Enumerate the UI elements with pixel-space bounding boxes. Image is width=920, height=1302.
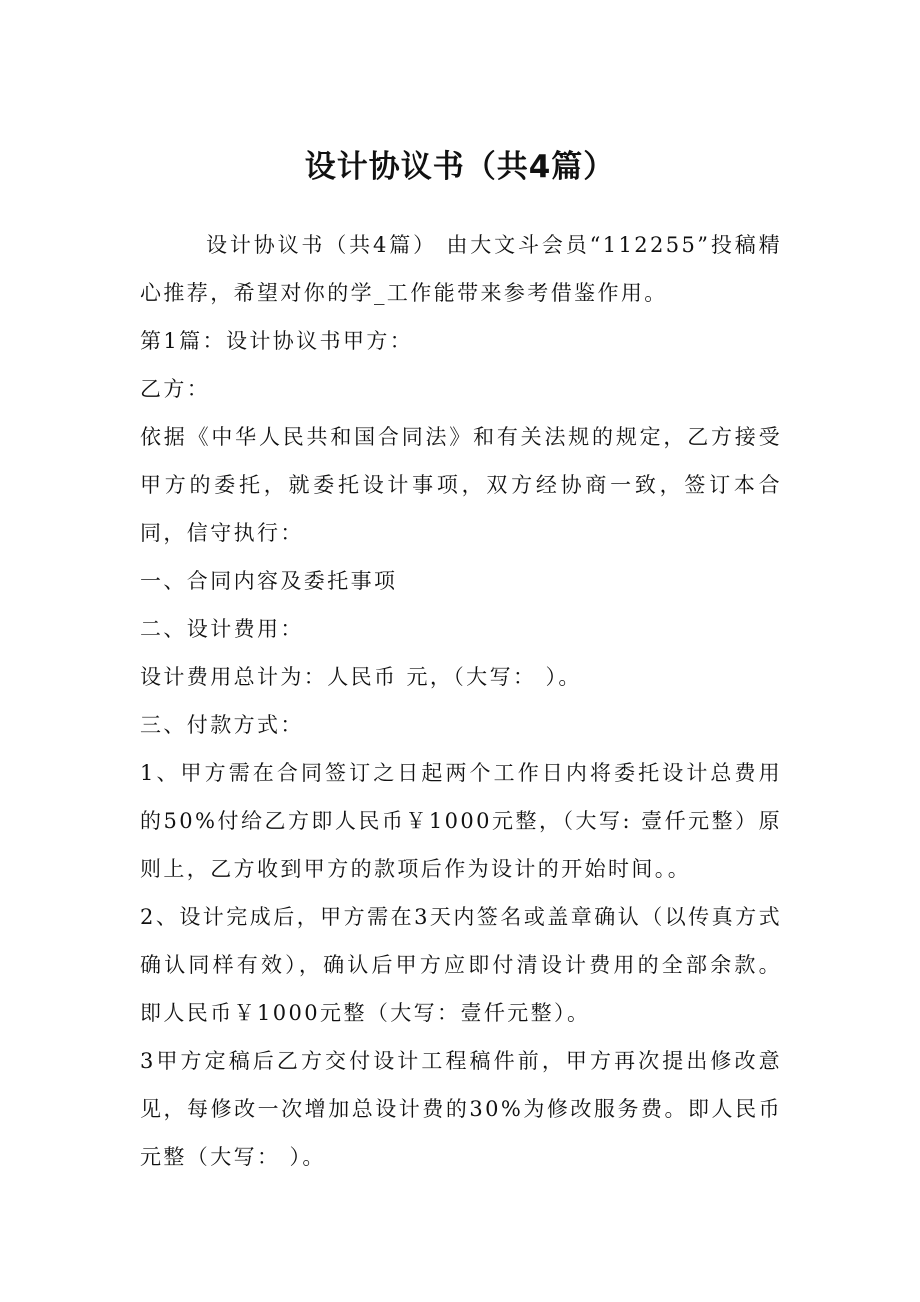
contract-basis-paragraph: 依据《中华人民共和国合同法》和有关法规的规定，乙方接受甲方的委托，就委托设计事项，双方经协商一致，签订本合同，信守执行： [140, 425, 782, 545]
payment-clause-3: 3甲方定稿后乙方交付设计工程稿件前，甲方再次提出修改意见，每修改一次增加总设计费的30%为修改服务费。即人民币 元整（大写： ）。 [140, 1049, 782, 1169]
section-heading-content: 一、合同内容及委托事项 [140, 569, 398, 593]
article-heading: 第1篇：设计协议书甲方： [140, 329, 414, 353]
document-body [140, 221, 782, 1181]
document-title: 设计协议书（共4篇） [304, 149, 616, 185]
party-b-line: 乙方： [140, 377, 211, 401]
payment-clause-1: 1、甲方需在合同签订之日起两个工作日内将委托设计总费用的50%付给乙方即人民币￥1000元整，（大写: 壹仟元整）原则上，乙方收到甲方的款项后作为设计的开始时间。。 [140, 761, 782, 881]
section-heading-fee: 二、设计费用： [140, 617, 304, 641]
intro-paragraph: 设计协议书（共4篇） 由大文斗会员“112255”投稿精心推荐，希望对你的学_工作能带来参考借鉴作用。 [140, 233, 782, 305]
fee-total-line: 设计费用总计为：人民币 元，（大写： ）。 [140, 665, 582, 689]
payment-clause-2: 2、设计完成后，甲方需在3天内签名或盖章确认（以传真方式确认同样有效），确认后甲方应即付清设计费用的全部余款。即人民币￥1000元整（大写：壹仟元整）。 [140, 905, 782, 1025]
section-heading-payment: 三、付款方式： [140, 713, 304, 737]
